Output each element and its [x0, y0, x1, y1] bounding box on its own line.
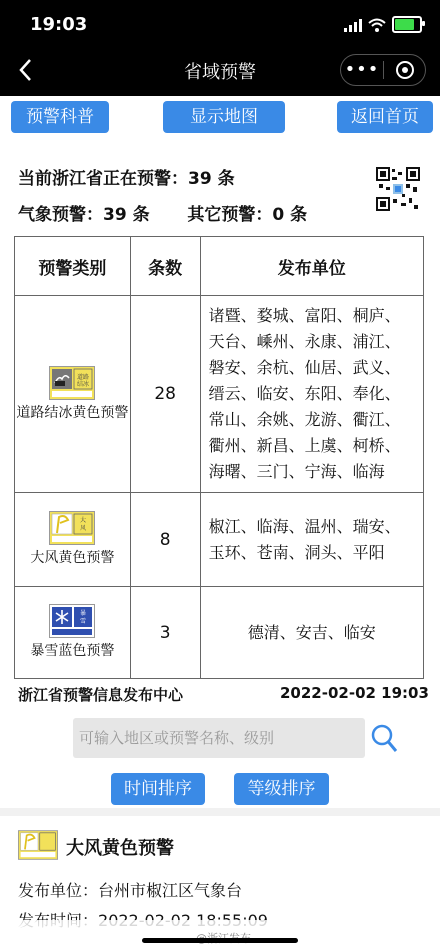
current-warning-label: 当前浙江省正在预警：	[18, 169, 188, 189]
warning-count-cell: 3	[130, 587, 200, 679]
svg-text:大: 大	[80, 517, 87, 524]
road-icing-warning-icon	[49, 366, 95, 400]
column-header-units: 发布单位	[200, 237, 423, 296]
svg-text:结冰: 结冰	[77, 380, 90, 388]
current-warning-count: 39 条	[188, 169, 235, 189]
status-time: 19:03	[30, 14, 88, 35]
signal-icon	[344, 18, 362, 32]
warning-count-cell: 8	[130, 493, 200, 587]
table-header-row	[15, 237, 424, 296]
issuing-units-cell: 椒江、临海、温州、瑞安、玉环、苍南、洞头、平阳	[200, 493, 423, 587]
snowstorm-warning-icon	[49, 604, 95, 638]
more-dots-icon[interactable]: •••	[344, 59, 380, 80]
issuing-center-name: 浙江省预警信息发布中心	[18, 686, 184, 704]
mini-program-capsule	[340, 54, 426, 86]
warning-type-label: 道路结冰黄色预警	[16, 404, 129, 421]
battery-icon	[392, 16, 422, 33]
top-bar	[0, 0, 440, 96]
meteo-warning-count: 39 条	[103, 205, 150, 225]
detail-warning-title[interactable]: 大风黄色预警	[66, 838, 174, 859]
current-warning-line	[18, 164, 235, 189]
warning-type-label: 大风黄色预警	[30, 550, 115, 566]
search-box	[73, 718, 365, 758]
status-icons	[344, 16, 422, 33]
issuing-units-cell: 诸暨、婺城、富阳、桐庐、天台、嵊州、永康、浦江、磐安、余杭、仙居、武义、缙云、临安、东阳、奉化、常山、余姚、龙游、衢江、衢州、新昌、上虞、柯桥、海曙、三门、宁海、临海	[200, 296, 423, 493]
gale-warning-icon	[49, 511, 95, 545]
sort-by-level-button[interactable]: 等级排序	[234, 773, 329, 805]
warning-breakdown-line	[18, 200, 307, 225]
issue-datetime: 2022-02-02 19:03	[280, 684, 429, 702]
table-row[interactable]	[15, 493, 424, 587]
warning-count-cell: 28	[130, 296, 200, 493]
table-row[interactable]	[15, 296, 424, 493]
issuing-units-cell: 德清、安吉、临安	[200, 587, 423, 679]
column-header-type: 预警类别	[15, 237, 131, 296]
warning-popular-science-button[interactable]: 预警科普	[11, 101, 109, 133]
column-header-count: 条数	[130, 237, 200, 296]
qr-code-icon[interactable]	[376, 167, 420, 211]
close-target-button[interactable]	[384, 61, 425, 79]
target-icon	[396, 61, 414, 79]
home-indicator[interactable]	[142, 938, 298, 943]
sort-by-time-button[interactable]: 时间排序	[111, 773, 205, 805]
table-row[interactable]	[15, 587, 424, 679]
other-warning-count: 0 条	[272, 205, 308, 225]
warning-type-cell	[15, 493, 131, 587]
show-map-button[interactable]: 显示地图	[163, 101, 285, 133]
svg-text:道路: 道路	[77, 373, 90, 381]
svg-text:风: 风	[80, 525, 87, 532]
other-warning-label: 其它预警：	[187, 205, 273, 225]
svg-text:雪: 雪	[80, 618, 87, 625]
warning-type-cell	[15, 587, 131, 679]
detail-unit-label: 发布单位：	[18, 881, 99, 900]
detail-issuing-unit	[18, 878, 242, 901]
return-home-button[interactable]: 返回首页	[337, 101, 433, 133]
svg-text:暴: 暴	[80, 610, 87, 617]
wifi-icon	[368, 18, 386, 32]
search-input[interactable]	[73, 718, 349, 758]
section-divider	[0, 808, 440, 816]
search-icon[interactable]	[370, 722, 398, 754]
gale-warning-icon	[18, 828, 58, 862]
warning-table	[14, 236, 424, 679]
detail-unit-value: 台州市椒江区气象台	[98, 881, 243, 900]
warning-type-label: 暴雪蓝色预警	[30, 643, 115, 659]
page-title: 省域预警	[184, 62, 256, 83]
meteo-warning-label: 气象预警：	[18, 205, 103, 225]
warning-type-cell	[15, 296, 131, 493]
